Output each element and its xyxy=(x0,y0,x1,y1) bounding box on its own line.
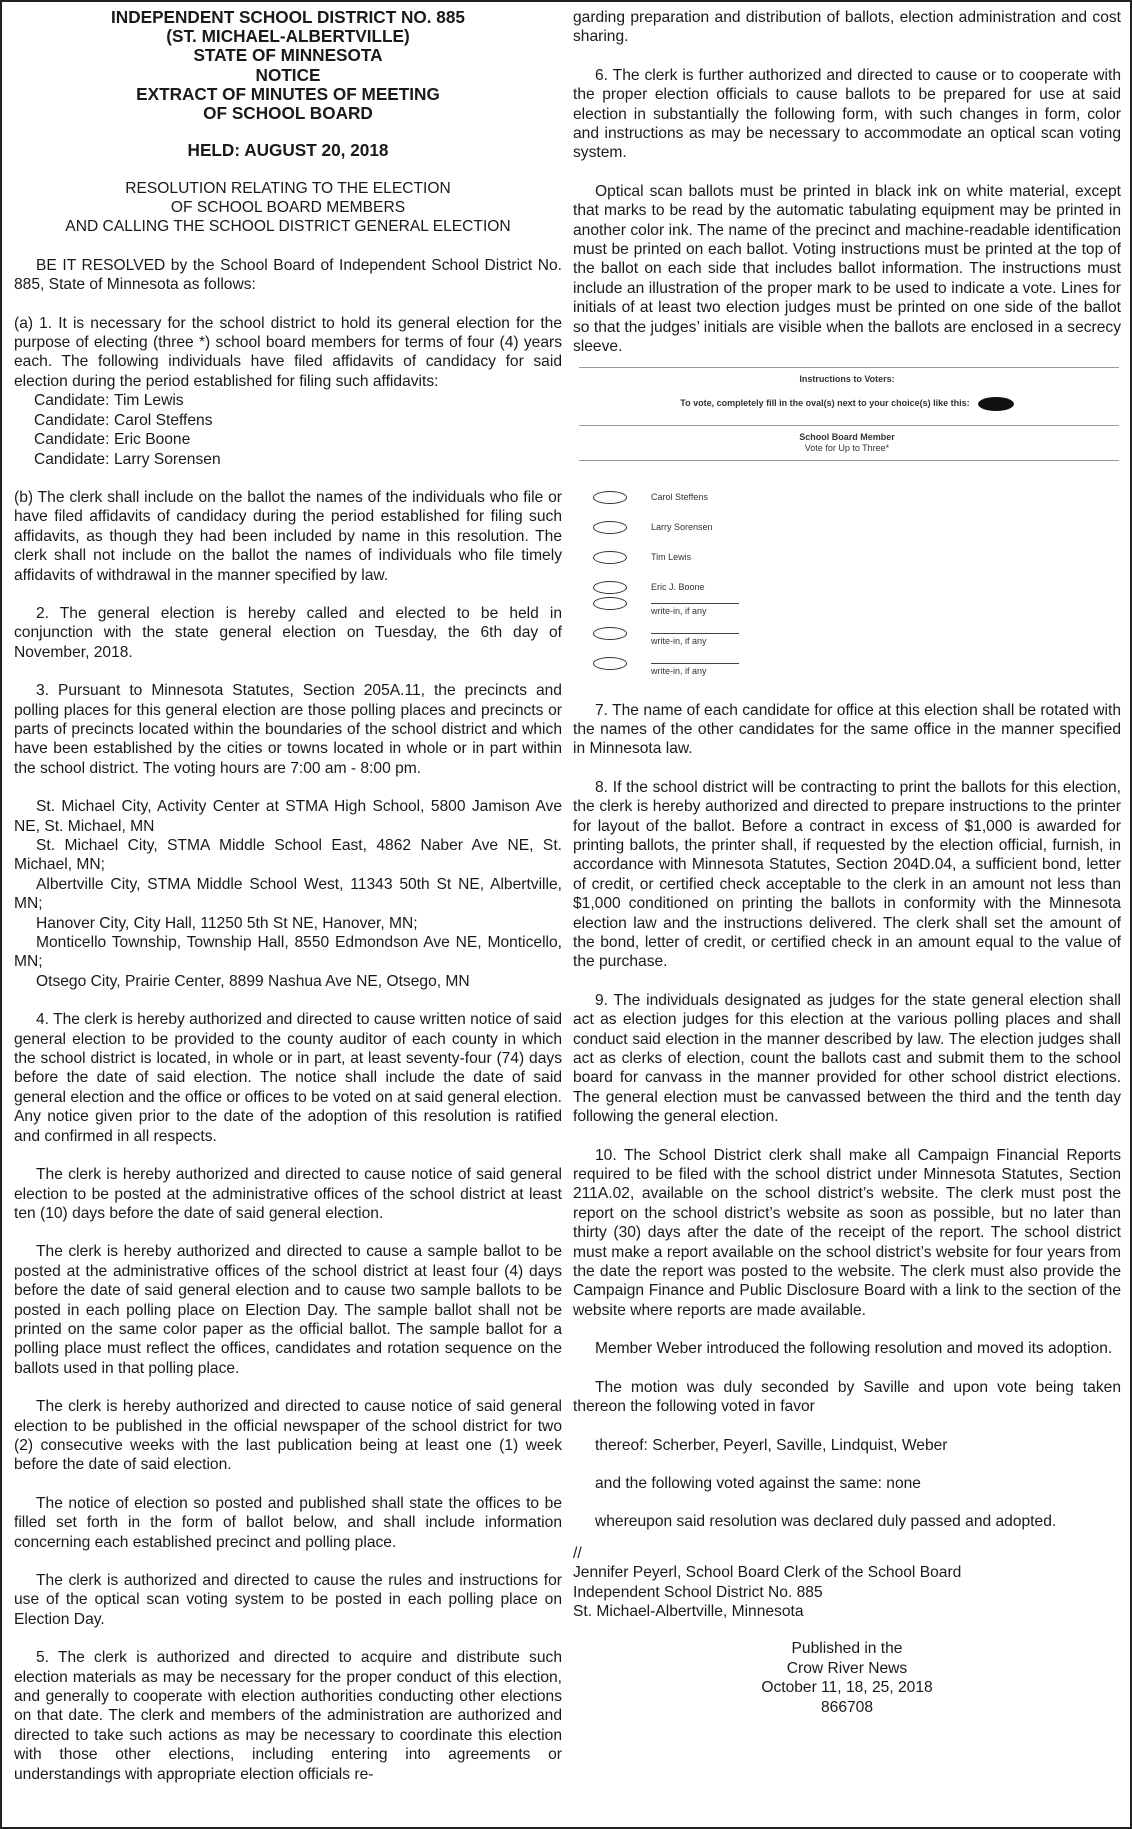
candidate-name: Eric Boone xyxy=(114,431,191,449)
section-a1-paragraph: (a) 1. It is necessary for the school district to hold its general election for the purpose of electing (three *) school board members for terms of four (4) years each. The following individuals have filed affidavits of candidacy for said election during the period established for filing such affidavits: xyxy=(14,314,562,390)
resolution-adopted: whereupon said resolution was declared duly passed and adopted. xyxy=(595,1513,1057,1531)
signature-line: St. Michael-Albertville, Minnesota xyxy=(573,1602,804,1620)
sample-ballot-paragraph: The clerk is hereby authorized and directed to cause a sample ballot to be posted at the administrative offices of the school district at least four (4) days before the date of said general election and to cause two sample ballots to be posted in each polling place on Election Day. The sample ballot shall not be printed on the same color paper as the official ballot. The sample ballot for a polling place must reflect the offices, candidates and rotation sequence on the ballots used in that polling place. xyxy=(14,1243,562,1377)
empty-oval-icon xyxy=(593,657,627,670)
header-line: INDEPENDENT SCHOOL DISTRICT NO. 885 xyxy=(111,7,465,27)
candidate-entry xyxy=(14,391,562,410)
ballot-choices xyxy=(573,483,1121,693)
empty-oval-icon xyxy=(593,551,627,564)
ballot-choice xyxy=(593,573,1121,603)
signature-line: Independent School District No. 885 xyxy=(573,1583,823,1601)
ballot-instructions-text: To vote, completely fill in the oval(s) next to your choice(s) like this: xyxy=(680,398,970,408)
empty-oval-icon xyxy=(593,597,627,610)
section-10-paragraph: 10. The School District clerk shall make all Campaign Financial Reports required to be filed with the school district under Minnesota Statutes, Section 211A.02, available on the school district’s website. The clerk must post the report on the school district’s website as soon as possible, but no later than thirty (30) days after the date of the receipt of the report. The school district must make a report available on the school district’s website for four years from the date the report was posted to the website. The clerk must also provide the Campaign Finance and Public Disclosure Board with a link to the section of the website where reports are made available. xyxy=(573,1146,1121,1319)
left-column xyxy=(14,8,562,1784)
candidate-label: Candidate: xyxy=(34,392,110,410)
ballot-candidate-name: Carol Steffens xyxy=(651,492,708,502)
header-line: EXTRACT OF MINUTES OF MEETING xyxy=(136,83,440,104)
optical-scan-paragraph: Optical scan ballots must be printed in black ink on white material, except that marks to be read by the automatic tabulating equipment may be printed in another color ink. The name of the precinct and machine-readable identification must be printed on each ballot. Voting instructions must be printed at the top of the ballot on each side that includes ballot information. The instructions must include an illustration of the proper mark to be used to indicate a vote. Lines for initials of at least two election judges must be printed on one side of the ballot so that the judges’ initials are visible when the ballots are enclosed in a secrecy sleeve. xyxy=(573,182,1121,356)
signature-line: Jennifer Peyerl, School Board Clerk of the School Board xyxy=(573,1564,962,1582)
polling-place: Monticello Township, Township Hall, 8550 Edmondson Ave NE, Monticello, MN; xyxy=(14,934,562,971)
candidate-entry xyxy=(14,430,562,449)
publication-line: October 11, 18, 25, 2018 xyxy=(761,1679,933,1697)
empty-oval-icon xyxy=(593,491,627,504)
ballot-candidate-name: Tim Lewis xyxy=(651,552,692,562)
polling-place: Albertville City, STMA Middle School West, 11343 50th St NE, Albertville, MN; xyxy=(14,875,562,913)
resolution-title xyxy=(14,179,562,237)
ballot-write-in xyxy=(593,603,1121,633)
write-in-label: write-in, if any xyxy=(651,663,739,677)
ballot-divider xyxy=(579,425,1119,426)
motion-introduced-paragraph: Member Weber introduced the following resolution and moved its adoption. xyxy=(595,1340,1113,1358)
ballot-choice xyxy=(593,513,1121,543)
ballot-write-in xyxy=(593,633,1121,663)
polling-place: Hanover City, City Hall, 11250 5th St NE, Hanover, MN; xyxy=(36,914,418,932)
section-9-paragraph: 9. The individuals designated as judges for the state general election shall act as election judges for this election at the various polling places and shall conduct said election in the manner described by law. The election judges shall act as clerks of election, count the ballots cast and submit them to the school board for canvass in the manner provided for other school district elections. The general election must be canvassed between the third and the tenth day following the general election. xyxy=(573,991,1121,1126)
section-7-paragraph: 7. The name of each candidate for office at this election shall be rotated with the names of the other candidates for the same office in the manner specified in Minnesota law. xyxy=(573,701,1121,758)
resolved-paragraph: BE IT RESOLVED by the School Board of Independent School District No. 885, State of Minnesota as follows: xyxy=(14,256,562,294)
header-line: STATE OF MINNESOTA xyxy=(193,45,383,66)
polling-place: St. Michael City, Activity Center at STMA High School, 5800 Jamison Ave NE, St. Michael, MN xyxy=(14,798,562,835)
empty-oval-icon xyxy=(593,627,627,640)
publication-line: 866708 xyxy=(820,1698,874,1716)
publication-line: Published in the xyxy=(791,1640,903,1658)
empty-oval-icon xyxy=(593,581,627,594)
right-column xyxy=(573,8,1121,1717)
notice-header xyxy=(14,8,562,161)
polling-place-list xyxy=(14,797,562,991)
section-2-paragraph: 2. The general election is hereby called and elected to be held in conjunction with the state general election on Tuesday, the 6th day of November, 2018. xyxy=(14,604,562,661)
polling-place: St. Michael City, STMA Middle School East, 4862 Naber Ave NE, St. Michael, MN; xyxy=(14,837,562,874)
resolution-title-line: RESOLUTION RELATING TO THE ELECTION xyxy=(125,179,451,197)
rules-paragraph: The clerk is authorized and directed to cause the rules and instructions for use of the optical scan voting system to be posted in each polling place on Election Day. xyxy=(14,1572,562,1628)
ballot-choice xyxy=(593,483,1121,513)
candidate-label: Candidate: xyxy=(34,431,110,449)
ballot-office: School Board Member xyxy=(799,431,895,442)
publication-line: Crow River News xyxy=(786,1659,908,1677)
ballot-instructions-title: Instructions to Voters: xyxy=(799,373,895,384)
votes-in-favor: thereof: Scherber, Peyerl, Saville, Lindquist, Weber xyxy=(595,1436,948,1454)
ballot-write-in xyxy=(593,663,1121,693)
candidate-label: Candidate: xyxy=(34,450,110,468)
motion-seconded-paragraph: The motion was duly seconded by Saville and upon vote being taken thereon the following voted in favor xyxy=(573,1378,1121,1416)
section-6-paragraph: 6. The clerk is further authorized and directed to cause or to cooperate with the proper election officials to cause ballots to be prepared for use at said election in substantially the following form, with such changes in form, color and instructions as may be necessary to accommodate an optical scan voting system. xyxy=(573,66,1121,162)
candidate-entry xyxy=(14,411,562,430)
ballot-candidate-name: Larry Sorensen xyxy=(651,522,713,532)
ballot-divider xyxy=(579,460,1119,461)
ballot-divider xyxy=(579,367,1119,368)
ballot-choice xyxy=(593,543,1121,573)
filled-oval-icon xyxy=(978,397,1014,411)
notice-contents-paragraph: The notice of election so posted and published shall state the offices to be filled set forth in the form of ballot below, and shall include information concerning each established precinct and polling place. xyxy=(14,1494,562,1551)
signature-block xyxy=(573,1544,1121,1622)
header-line: NOTICE xyxy=(255,64,321,85)
sample-ballot xyxy=(573,367,1121,693)
candidate-entry xyxy=(14,450,562,469)
header-line: OF SCHOOL BOARD xyxy=(203,103,373,124)
ballot-vote-for: Vote for Up to Three* xyxy=(804,442,890,453)
section-b-paragraph: (b) The clerk shall include on the ballot the names of the individuals who file or have filed affidavits of candidacy during the period established for filing such affidavits, as though they had been included by name in this resolution. The clerk shall not include on the ballot the names of individuals who file timely affidavits of withdrawal in the manner specified by law. xyxy=(14,488,562,584)
signature-line: // xyxy=(573,1544,582,1562)
publication-paragraph: The clerk is hereby authorized and directed to cause notice of said general election to be published in the official newspaper of the school district for two (2) consecutive weeks with the last publication being at least one (1) week before the date of said election. xyxy=(14,1398,562,1474)
continued-paragraph: garding preparation and distribution of ballots, election administration and cost sharing. xyxy=(573,9,1121,46)
candidate-list xyxy=(14,391,562,469)
resolution-title-line: OF SCHOOL BOARD MEMBERS xyxy=(170,199,406,217)
section-4-paragraph: 4. The clerk is hereby authorized and directed to cause written notice of said general election to be provided to the county auditor of each county in which the school district is located, in whole or in part, at least seventy-four (74) days before the date of said election. The notice shall include the date of said general election and the office or offices to be voted on at said general election. Any notice given prior to the date of the adoption of this resolution is ratified and confirmed in all respects. xyxy=(14,1011,562,1145)
candidate-label: Candidate: xyxy=(34,411,110,429)
meeting-date: HELD: AUGUST 20, 2018 xyxy=(187,140,389,161)
write-in-label: write-in, if any xyxy=(651,603,739,617)
empty-oval-icon xyxy=(593,521,627,534)
resolution-title-line: AND CALLING THE SCHOOL DISTRICT GENERAL ELECTION xyxy=(65,218,511,236)
write-in-label: write-in, if any xyxy=(651,633,739,647)
candidate-name: Tim Lewis xyxy=(114,392,184,410)
section-8-paragraph: 8. If the school district will be contracting to print the ballots for this election, the clerk is hereby authorized and directed to prepare instructions to the printer for layout of the ballot. Before a contract in excess of $1,000 is awarded for printing ballots, the printer shall, if requested by the election official, furnish, in accordance with Minnesota Statutes, Section 204D.04, a sufficient bond, letter of credit, or certified check acceptable to the clerk in an amount not less than $1,000 conditioned on printing the ballots in conformity with the Minnesota election law and the instructions delivered. The clerk shall set the amount of the bond, letter of credit, or certified check in an amount equal to the value of the purchase. xyxy=(573,778,1121,971)
posting-paragraph: The clerk is hereby authorized and directed to cause notice of said general election to be posted at the administrative offices of the school district at least ten (10) days before the date of said general election. xyxy=(14,1166,562,1222)
publication-info xyxy=(573,1639,1121,1717)
section-5-paragraph: 5. The clerk is authorized and directed to acquire and distribute such election materials as may be necessary for the proper conduct of this election, and generally to cooperate with election authorities conducting other elections on that date. The clerk and members of the administration are authorized and directed to take such actions as may be necessary to coordinate this election with those other elections, including entering into agreements or understandings with appropriate election officials re- xyxy=(14,1649,562,1783)
candidate-name: Larry Sorensen xyxy=(114,450,221,468)
section-3-paragraph: 3. Pursuant to Minnesota Statutes, Section 205A.11, the precincts and polling places for this general election are those polling places and precincts or parts of precincts located within the boundaries of the school district and which have been established by the cities or towns located in whole or in part within the school district. The voting hours are 7:00 am - 8:00 pm. xyxy=(14,682,562,777)
candidate-name: Carol Steffens xyxy=(114,411,213,429)
header-line: (ST. MICHAEL-ALBERTVILLE) xyxy=(166,26,410,47)
votes-against: and the following voted against the same: none xyxy=(595,1474,921,1492)
ballot-instructions xyxy=(573,397,1121,411)
ballot-candidate-name: Eric J. Boone xyxy=(651,582,705,592)
polling-place: Otsego City, Prairie Center, 8899 Nashua Ave NE, Otsego, MN xyxy=(36,972,470,990)
